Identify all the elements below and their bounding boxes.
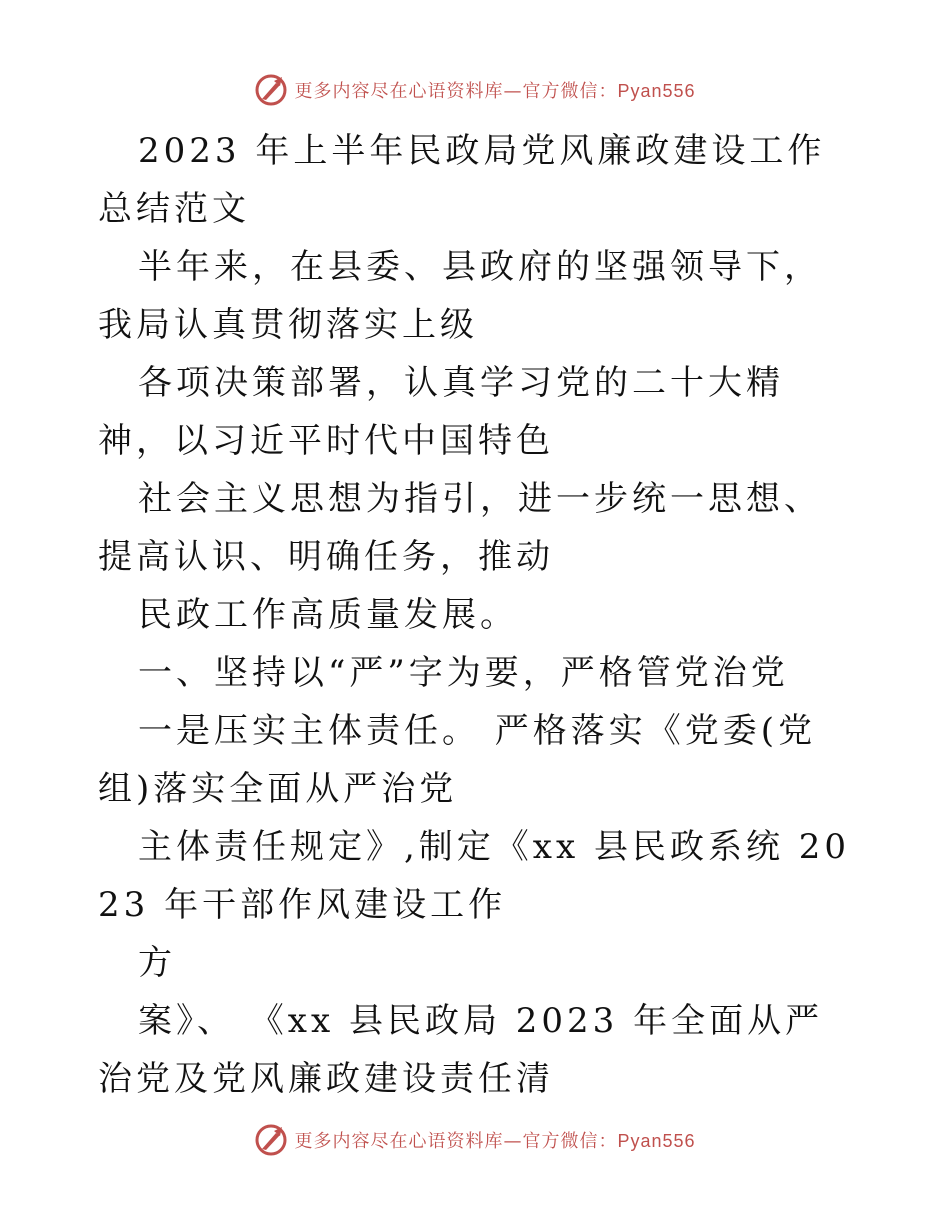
watermark-text: 更多内容尽在心语资料库—官方微信：Pyan556 [294,1131,696,1152]
paragraph: 一是压实主体责任。 严格落实《党委(党组)落实全面从严治党 [98,711,817,809]
quill-logo-icon [254,73,288,107]
paragraph: 民政工作高质量发展。 [138,595,518,635]
document-body [98,122,858,1108]
paragraph: 半年来，在县委、县政府的坚强领导下，我局认真贯彻落实上级 [98,247,822,345]
section-heading: 一、坚持以“严”字为要，严格管党治党 [138,653,789,693]
quill-logo-icon [254,1123,288,1157]
paragraph: 案》、 《xx 县民政局 2023 年全面从严治党及党风廉政建设责任清 [98,1001,824,1099]
watermark-text: 更多内容尽在心语资料库—官方微信：Pyan556 [294,81,696,102]
paragraph: 各项决策部署，认真学习党的二十大精神，以习近平时代中国特色 [98,363,784,461]
paragraph: 主体责任规定》,制定《xx 县民政系统 2023 年干部作风建设工作 [98,827,851,925]
paragraph: 社会主义思想为指引，进一步统一思想、提高认识、明确任务，推动 [98,479,822,577]
paragraph: 方 [138,943,176,983]
header-watermark [0,70,950,110]
document-title: 2023 年上半年民政局党风廉政建设工作总结范文 [98,131,826,229]
footer-watermark [0,1120,950,1160]
